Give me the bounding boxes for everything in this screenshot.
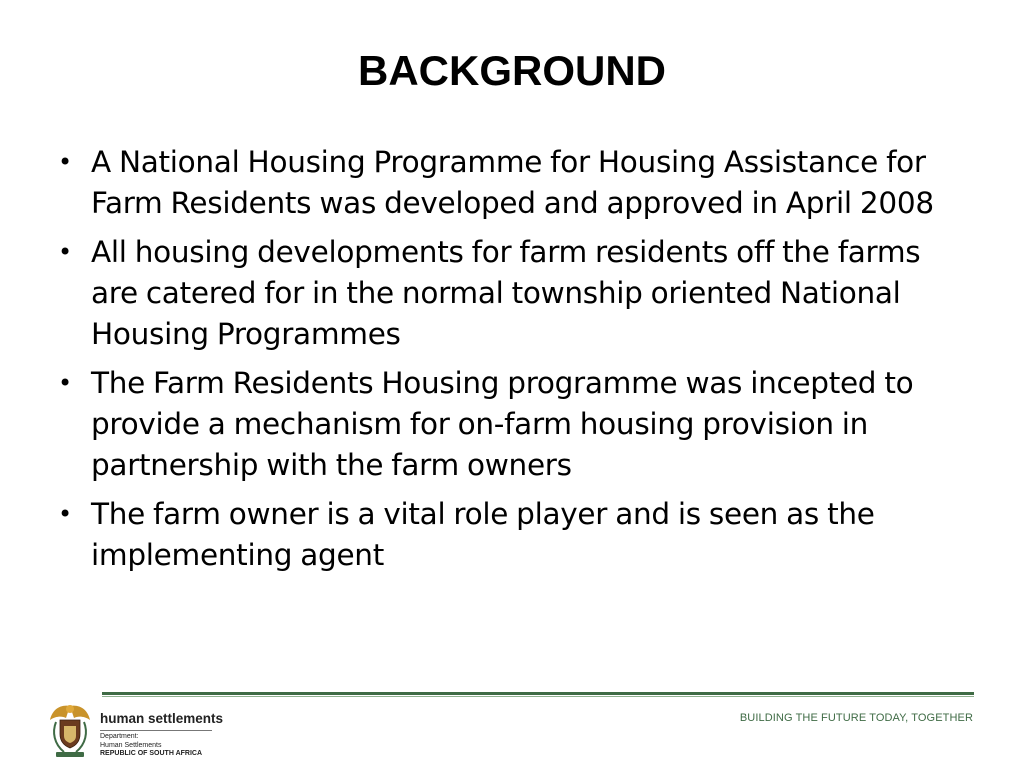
bullet-dot: • bbox=[58, 369, 72, 397]
bullet-list bbox=[58, 142, 968, 584]
list-item bbox=[58, 232, 968, 355]
department-line: Human Settlements bbox=[100, 741, 162, 749]
department-divider bbox=[100, 730, 212, 731]
slide-title: BACKGROUND bbox=[358, 47, 666, 94]
department-details bbox=[100, 733, 202, 759]
coat-of-arms-icon bbox=[46, 700, 94, 760]
bullet-text: All housing developments for farm residents off the farms are catered for in the normal township oriented National Housing Programmes bbox=[91, 235, 921, 351]
department-name: human settlements bbox=[100, 711, 224, 726]
bullet-dot: • bbox=[58, 500, 72, 528]
footer-divider-thin bbox=[102, 696, 974, 697]
bullet-dot: • bbox=[58, 148, 72, 176]
list-item bbox=[58, 363, 968, 486]
bullet-text: The Farm Residents Housing programme was incepted to provide a mechanism for on-farm housing provision in partnership with the farm owners bbox=[91, 366, 914, 482]
department-line: Department: bbox=[100, 733, 139, 740]
department-line: REPUBLIC OF SOUTH AFRICA bbox=[100, 750, 203, 757]
footer-divider bbox=[102, 692, 974, 695]
footer-tagline: BUILDING THE FUTURE TODAY, TOGETHER bbox=[739, 712, 973, 724]
bullet-text: A National Housing Programme for Housing Assistance for Farm Residents was developed and approved in April 2008 bbox=[91, 145, 934, 220]
bullet-text: The farm owner is a vital role player and is seen as the implementing agent bbox=[91, 497, 875, 572]
list-item bbox=[58, 142, 968, 224]
bullet-dot: • bbox=[58, 238, 72, 266]
list-item bbox=[58, 494, 968, 576]
